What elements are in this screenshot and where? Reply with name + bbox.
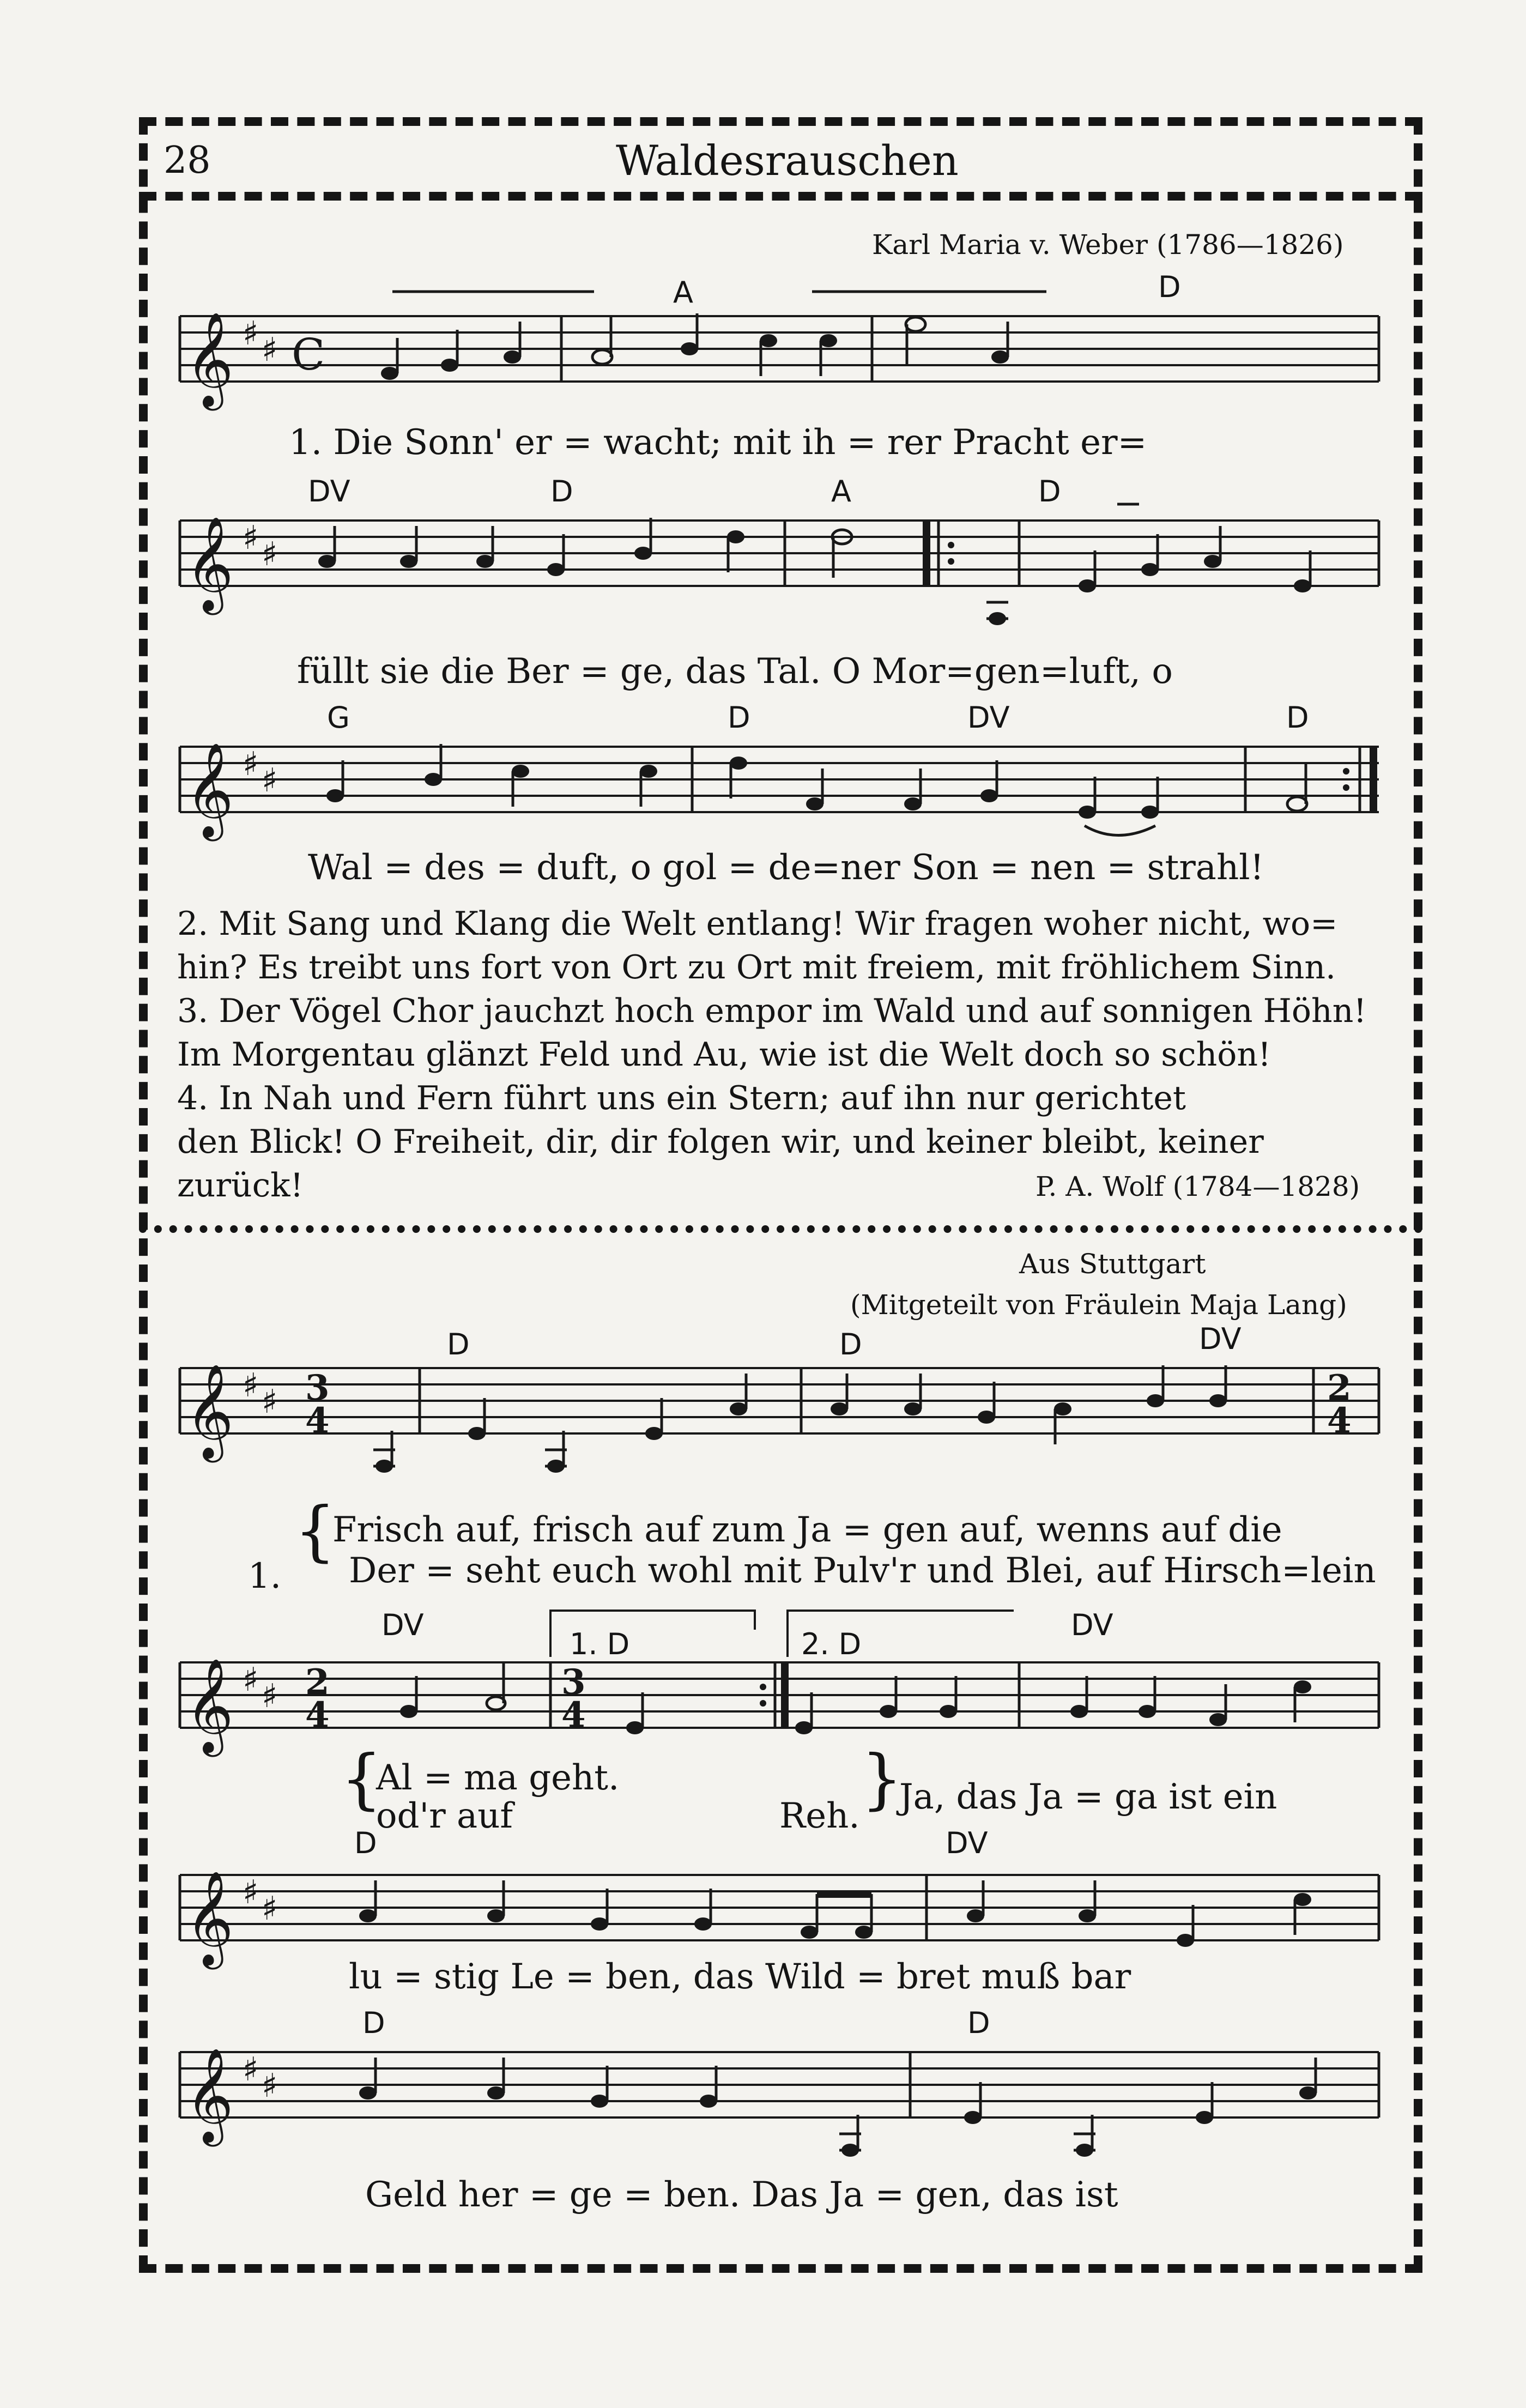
music-staff-5 xyxy=(180,1613,1379,1753)
chord-s3-d1: D xyxy=(728,700,750,735)
lyricist-credit: P. A. Wolf (1784—1828) xyxy=(1036,1171,1360,1202)
sharp-icon: ♯ xyxy=(262,761,278,800)
chord-s7-d2: D xyxy=(967,2006,990,2040)
treble-clef-icon: 𝄞 xyxy=(185,742,234,837)
time-signature-top: 2 xyxy=(305,1662,330,1703)
lyric-brace-open-2: { xyxy=(341,1741,383,1817)
music-staff-1 xyxy=(180,305,1379,409)
chord-s1-d: D xyxy=(1158,270,1181,304)
time-signature-top: 2 xyxy=(1327,1368,1352,1408)
verse-line-6: den Blick! O Freiheit, dir, dir folgen wir, und keiner bleibt, keiner xyxy=(177,1123,1264,1161)
lyric-row1-bottom: Der = seht euch wohl mit Pulv'r und Blei, auf Hirsch=lein xyxy=(349,1551,1376,1591)
music-staff-6 xyxy=(180,1864,1379,1968)
sharp-icon: ♯ xyxy=(262,1677,278,1715)
lyric-line-1: 1. Die Sonn' er = wacht; mit ih = rer Pracht er= xyxy=(289,422,1147,463)
page-title: Waldesrauschen xyxy=(616,136,959,185)
treble-clef-icon: 𝄞 xyxy=(185,1871,234,1965)
treble-clef-icon: 𝄞 xyxy=(185,1364,234,1459)
time-signature-bottom: 4 xyxy=(561,1695,586,1735)
common-time-icon: C xyxy=(292,329,325,380)
chord-s5-dv2: DV xyxy=(1071,1608,1113,1642)
header-divider xyxy=(139,192,1422,201)
lyric-line-2: füllt sie die Ber = ge, das Tal. O Mor=gen=luft, o xyxy=(297,651,1173,692)
time-signature-bottom: 4 xyxy=(305,1695,330,1735)
lyric-brace-close: } xyxy=(861,1741,903,1817)
sharp-icon: ♯ xyxy=(243,519,259,557)
verse-line-5: 4. In Nah und Fern führt uns ein Stern; auf ihn nur gerichtet xyxy=(177,1079,1186,1117)
verse-line-3: 3. Der Vögel Chor jauchzt hoch empor im Wald und auf sonnigen Höhn! xyxy=(177,992,1367,1030)
song-contributor: (Mitgeteilt von Fräulein Maja Lang) xyxy=(850,1289,1347,1321)
chord-s6-dv: DV xyxy=(946,1826,988,1860)
treble-clef-icon: 𝄞 xyxy=(185,1658,234,1753)
composer-credit: Karl Maria v. Weber (1786—1826) xyxy=(872,229,1344,261)
sharp-icon: ♯ xyxy=(262,1890,278,1928)
music-staff-3 xyxy=(180,736,1379,839)
time-signature-top: 3 xyxy=(561,1662,586,1703)
volta-1-bracket xyxy=(550,1611,755,1657)
time-signature-bottom: 4 xyxy=(1327,1400,1352,1441)
chord-s2-d1: D xyxy=(550,474,573,509)
chord-s3-d2: D xyxy=(1286,700,1309,735)
lyric-row1-top: Frisch auf, frisch auf zum Ja = gen auf, wenns auf die xyxy=(332,1510,1282,1550)
lyric-row2-bottom: od'r auf xyxy=(376,1796,513,1836)
music-staff-2 xyxy=(180,510,1379,630)
sharp-icon: ♯ xyxy=(262,535,278,573)
sharp-icon: ♯ xyxy=(243,2050,259,2089)
sharp-icon: ♯ xyxy=(243,314,259,353)
music-staff-7 xyxy=(180,2041,1379,2161)
page-number: 28 xyxy=(164,139,211,182)
chord-s5-dv1: DV xyxy=(382,1608,424,1642)
song-divider xyxy=(139,1225,1422,1233)
chord-s4-d1: D xyxy=(447,1327,470,1362)
chord-s3-g: G xyxy=(327,700,350,735)
treble-clef-icon: 𝄞 xyxy=(185,312,234,407)
treble-clef-icon: 𝄞 xyxy=(185,2048,234,2143)
lyric-line-3: Wal = des = duft, o gol = de=ner Son = nen = strahl! xyxy=(308,848,1264,888)
sharp-icon: ♯ xyxy=(243,745,259,783)
staff-lines xyxy=(180,316,1379,382)
lyric-row2-top: Al = ma geht. xyxy=(376,1758,620,1798)
volta-2-bracket xyxy=(788,1611,1014,1657)
verse-line-1: 2. Mit Sang und Klang die Welt entlang! Wir fragen woher nicht, wo= xyxy=(177,905,1338,943)
lyric-brace-open: { xyxy=(294,1493,336,1569)
sharp-icon: ♯ xyxy=(243,1366,259,1405)
verse-line-2: hin? Es treibt uns fort von Ort zu Ort mit freiem, mit fröhlichem Sinn. xyxy=(177,948,1336,987)
sharp-icon: ♯ xyxy=(262,331,278,369)
lyric-row3: lu = stig Le = ben, das Wild = bret muß bar xyxy=(349,1957,1131,1997)
sharp-icon: ♯ xyxy=(243,1873,259,1911)
volta-1-label: 1. D xyxy=(570,1627,630,1661)
chord-s2-a: A xyxy=(831,474,851,509)
verse-number: 1. xyxy=(248,1556,282,1596)
time-signature-bottom: 4 xyxy=(305,1400,330,1441)
song-origin: Aus Stuttgart xyxy=(1019,1248,1206,1280)
chord-s2-dv: DV xyxy=(308,474,350,509)
music-staff-4 xyxy=(180,1357,1379,1477)
treble-clef-icon: 𝄞 xyxy=(185,516,234,611)
verse-line-7: zurück! xyxy=(177,1166,304,1205)
verse-line-4: Im Morgentau glänzt Feld und Au, wie ist die Welt doch so schön! xyxy=(177,1036,1271,1074)
volta-2-label: 2. D xyxy=(801,1627,862,1661)
chord-s4-dv: DV xyxy=(1199,1322,1242,1356)
sharp-icon: ♯ xyxy=(262,1383,278,1421)
time-signature-top: 3 xyxy=(305,1368,330,1408)
lyric-row2-reh: Reh. xyxy=(779,1796,860,1836)
chord-s6-d: D xyxy=(354,1826,377,1860)
chord-s2-d2: D xyxy=(1038,474,1061,509)
sharp-icon: ♯ xyxy=(262,2067,278,2105)
chord-s4-d2: D xyxy=(839,1327,862,1362)
chord-s7-d1: D xyxy=(362,2006,385,2040)
chord-s1-a: A xyxy=(673,275,693,310)
lyric-row4: Geld her = ge = ben. Das Ja = gen, das ist xyxy=(365,2175,1118,2215)
sharp-icon: ♯ xyxy=(243,1661,259,1699)
notes xyxy=(381,313,1379,382)
lyric-row2-rest: Ja, das Ja = ga ist ein xyxy=(899,1777,1277,1817)
chord-s3-dv: DV xyxy=(967,700,1010,735)
